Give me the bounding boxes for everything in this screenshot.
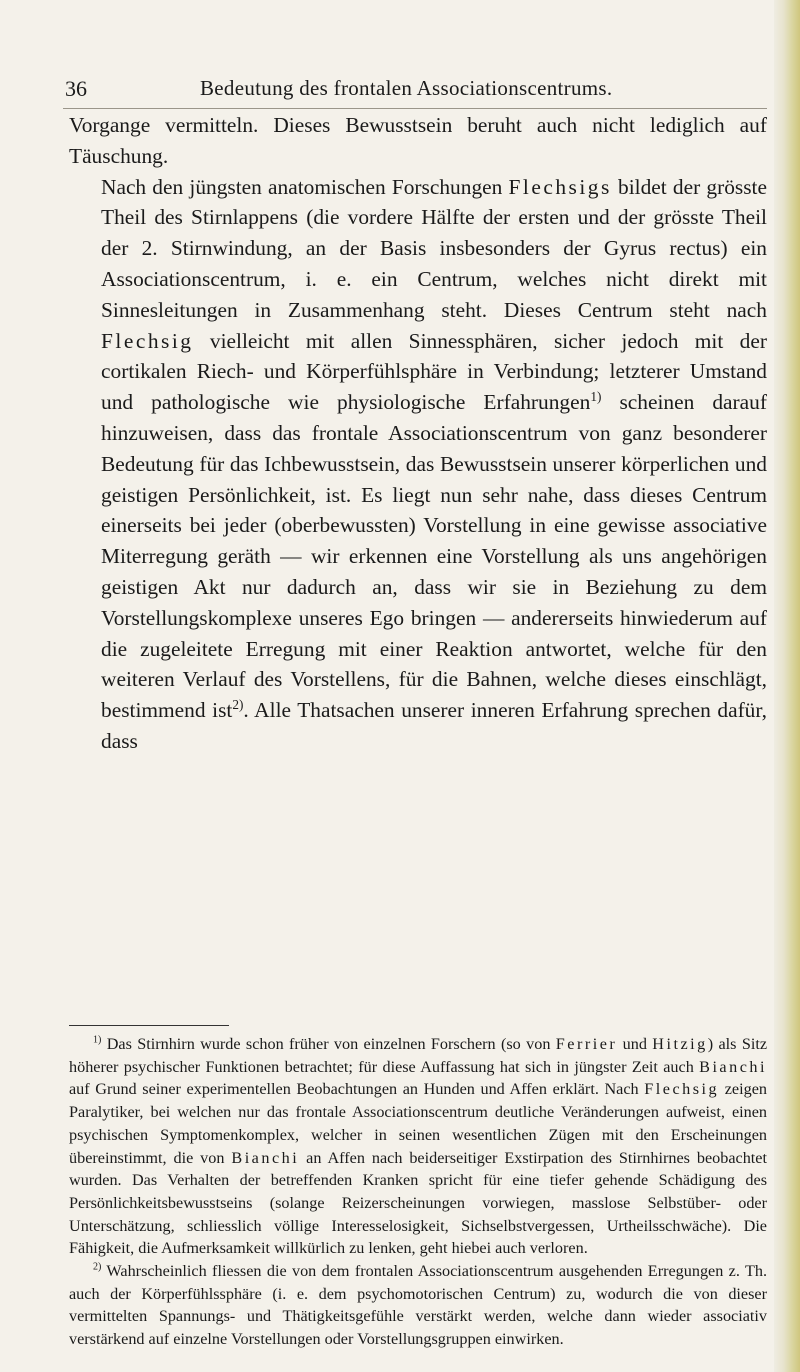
footnote-1 <box>69 1033 767 1260</box>
body-text <box>69 110 767 757</box>
text-run: Nach den jüngsten anatomischen Forschungen <box>101 174 509 199</box>
author-name: Ferrier <box>555 1035 618 1053</box>
text-run: und <box>617 1035 653 1053</box>
page-edge-shadow <box>774 0 800 1372</box>
text-run: scheinen darauf hinzuweisen, dass das frontale Associationscentrum von ganz besonderer Bedeutung für das Ichbewusstsein, das Bewusstsein unserer körperlichen und geistigen Persönlichkeit, ist. Es liegt nun sehr nahe, dass dieses Centrum einerseits bei jeder (oberbewussten) Vorstellung in eine gewisse associative Miterregung geräth — wir erkennen eine Vorstellung als uns angehörigen geistigen Akt nur dadurch an, dass wir sie in Beziehung zu dem Vorstellungskomplexe unseres Ego bringen — andererseits hinwiederum auf die zugeleitete Erregung mit einer Reaktion antwortet, welche für den weiteren Verlauf des Vorstellens, für die Bahnen, welche dieses einschlägt, bestimmend ist <box>101 390 767 723</box>
text-run: an Affen nach beiderseitiger Exstirpation des Stirnhirnes beobachtet wurden. Das Verhalten der betreffenden Kranken spricht für eine tiefer gehende Schädigung des Persönlichkeitsbewusstseins (solange Reizerscheinungen vorwiegen, masslose Selbstüber- oder Unterschätzung, schliesslich völlige Interesselosigkeit, Sichselbstvergessen, Urtheilsschwäche). Die Fähigkeit, die Aufmerksamkeit willkürlich zu lenken, geht hiebei auch verloren. <box>69 1148 767 1258</box>
text-run: bildet der grösste Theil des Stirnlappens (die vordere Hälfte der ersten und der grösste Theil der 2. Stirnwindung, an der Basis insbesonders der Gyrus rectus) ein Associationscentrum, i. e. ein Centrum, welches nicht direkt mit Sinnesleitungen in Zusammenhang steht. Dieses Centrum steht nach <box>101 174 767 322</box>
footnote-marker: 1) <box>93 1034 102 1046</box>
text-run: ) als Sitz höherer psychischer Funktionen betrachtet; für diese Auffassung hat sich in jüngster Zeit auch <box>69 1035 768 1076</box>
footnote-marker: 2) <box>93 1261 102 1273</box>
author-name: Hitzig <box>652 1035 708 1053</box>
paragraph-2 <box>69 172 767 757</box>
footnote-2 <box>69 1260 767 1351</box>
text-run: auf Grund seiner experimentellen Beobachtungen an Hunden und Affen erklärt. Nach <box>69 1080 645 1099</box>
author-name: Flechsig <box>101 328 194 353</box>
text-run: Das Stirnhirn wurde schon früher von einzelnen Forschern (so von <box>101 1035 556 1053</box>
page-header <box>63 76 767 106</box>
text-run: zeigen Paralytiker, bei welchen nur das frontale Associationscentrum deutliche Veränderungen aufweist, einen psychischen Symptomenkomplex, welcher in seinen wesentlichen Zügen mit den Erscheinungen übereinstimmt, die von <box>69 1080 767 1167</box>
paragraph-1: Vorgange vermitteln. Dieses Bewusstsein beruht auch nicht lediglich auf Täuschung. <box>69 113 767 168</box>
footnote-ref-1: 1) <box>590 389 602 405</box>
footnote-ref-2: 2) <box>232 697 244 713</box>
text-run: . Alle Thatsachen unserer inneren Erfahrung sprechen dafür, dass <box>101 698 767 753</box>
header-rule <box>63 108 767 109</box>
footnote-rule <box>69 1025 229 1026</box>
running-title: Bedeutung des frontalen Associationscentrums. <box>200 76 613 100</box>
page-number: 36 <box>65 76 87 101</box>
text-run: Wahrscheinlich fliessen die von dem frontalen Associationscentrum ausgehenden Erregungen z. Th. auch der Körperfühlssphäre (i. e. dem psychomotorischen Centrum) zu, wodurch die von dieser vermittelten Spannungs- und Thätigkeitsgefühle verstärkt werden, welche dann wieder associativ verstärkend auf einzelne Vorstellungen oder Vorstellungsgruppen einwirken. <box>69 1262 767 1349</box>
author-name: Bianchi <box>231 1148 300 1167</box>
footnotes <box>69 1033 767 1351</box>
author-name: Bianchi <box>699 1057 767 1076</box>
text-run: vielleicht mit allen Sinnessphären, sicher jedoch mit der cortikalen Riech- und Körperfühlsphäre in Verbindung; letzterer Umstand und pathologische wie physiologische Erfahrungen <box>101 328 767 415</box>
author-name: Flechsig <box>644 1080 720 1099</box>
author-name: Flechsigs <box>508 174 612 199</box>
